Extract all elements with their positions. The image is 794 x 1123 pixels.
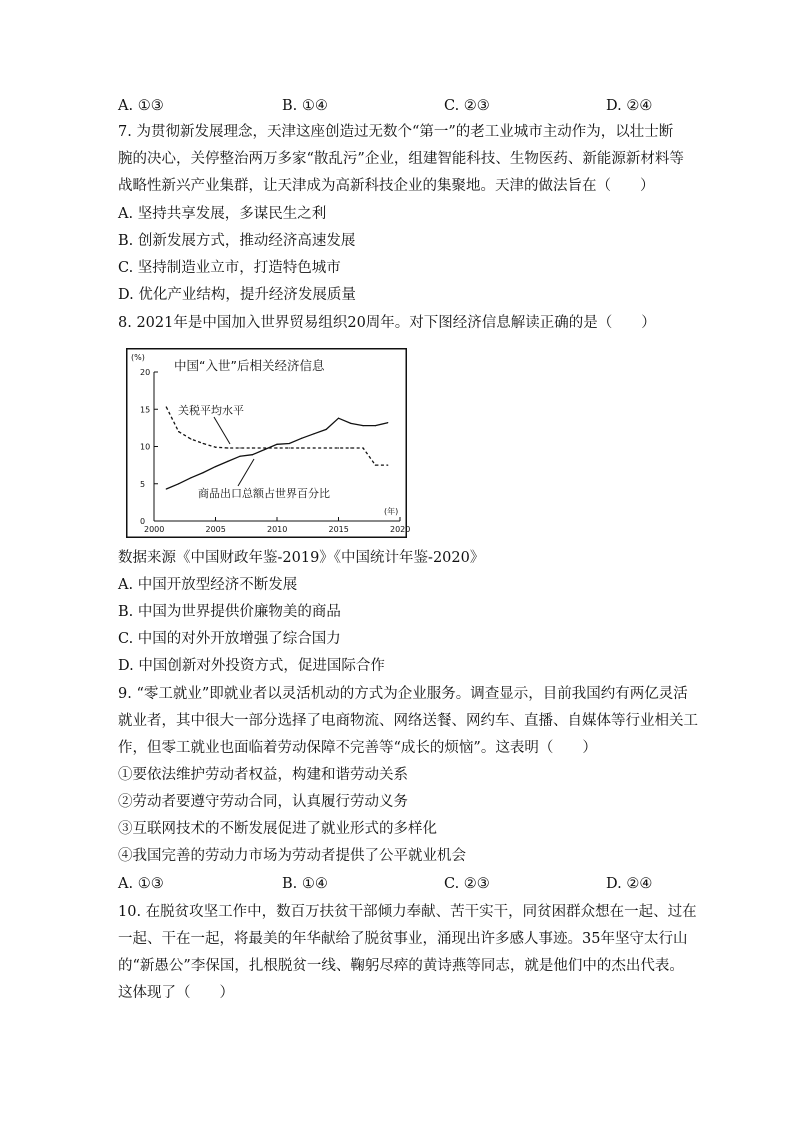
q8-option-c[interactable]: C. 中国的对外开放增强了综合国力	[118, 631, 341, 647]
tariff-point	[301, 447, 302, 448]
q8-stem: 8. 2021年是中国加入世界贸易组织20周年。对下图经济信息解读正确的是（ ）	[118, 315, 656, 331]
q9-stem-line: 作，但零工就业也面临着劳动保障不完善等“成长的烦恼”。这表明（ ）	[118, 740, 597, 756]
tariff-point	[375, 465, 376, 466]
tariff-point	[203, 443, 204, 444]
chart-title: 中国“入世”后相关经济信息	[174, 358, 325, 373]
q8-data-source: 数据来源《中国财政年鉴-2019》《中国统计年鉴-2020》	[118, 550, 485, 566]
export-point	[178, 483, 179, 484]
y-tick-label: 5	[140, 479, 146, 489]
x-tick-label: 2005	[205, 525, 226, 534]
q7-stem-line: 战略性新兴产业集群，让天津成为高新科技企业的集聚地。天津的做法旨在（ ）	[118, 178, 655, 194]
q9-statement-1: ①要依法维护劳动者权益，构建和谐劳动关系	[118, 767, 408, 783]
q6-option-a[interactable]: A. ①③	[118, 98, 164, 114]
y-tick-label: 15	[140, 405, 151, 415]
x-unit-label: (年)	[384, 507, 399, 516]
q10-stem-line: 10. 在脱贫攻坚工作中，数百万扶贫干部倾力奉献、苦干实干，同贫困群众想在一起、过在	[118, 904, 697, 920]
q10-stem-line: 的“新愚公”李保国，扎根脱贫一线、鞠躬尽瘁的黄诗燕等同志，就是他们中的杰出代表。	[118, 958, 684, 974]
export-point	[363, 425, 364, 426]
export-point	[313, 433, 314, 434]
q9-statement-2: ②劳动者要遵守劳动合同，认真履行劳动义务	[118, 794, 408, 810]
y-tick-label: 10	[140, 442, 151, 452]
export-point	[326, 429, 327, 430]
q9-stem-line: 9. “零工就业”即就业者以灵活机动的方式为企业服务。调查显示，目前我国约有两亿灵活	[118, 686, 688, 702]
q7-option-c[interactable]: C. 坚持制造业立市，打造特色城市	[118, 260, 341, 276]
y-tick-label: 20	[140, 368, 151, 377]
y-tick-label: 0	[140, 517, 146, 526]
tariff-point	[276, 447, 277, 448]
export-point	[215, 466, 216, 467]
q8-option-b[interactable]: B. 中国为世界提供价廉物美的商品	[118, 604, 341, 620]
export-point	[203, 472, 204, 473]
q9-option-c[interactable]: C. ②③	[444, 876, 490, 892]
export-point	[289, 443, 290, 444]
q7-stem-line: 7. 为贯彻新发展理念，天津这座创造过无数个“第一”的老工业城市主动作为，以壮士断	[118, 124, 674, 140]
x-tick-label: 2010	[267, 525, 288, 534]
chart-frame	[127, 349, 407, 538]
tariff-series-label: 关税平均水平	[178, 404, 244, 417]
export-point	[240, 456, 241, 457]
q10-stem-line: 这体现了（ ）	[118, 985, 234, 1001]
tariff-point	[326, 447, 327, 448]
tariff-point	[264, 447, 265, 448]
x-tick-label: 2015	[328, 525, 349, 534]
q9-option-b[interactable]: B. ①④	[282, 876, 328, 892]
export-point	[190, 477, 191, 478]
tariff-point	[338, 447, 339, 448]
tariff-point	[350, 447, 351, 448]
q10-stem-line: 一起、干在一起，将最美的年华献给了脱贫事业，涌现出许多感人事迹。35年坚守太行山	[118, 931, 688, 947]
export-point	[264, 449, 265, 450]
economic-info-chart	[126, 348, 411, 538]
q6-option-b[interactable]: B. ①④	[282, 98, 328, 114]
export-point	[166, 488, 167, 489]
q8-option-d[interactable]: D. 中国创新对外投资方式，促进国际合作	[118, 658, 385, 674]
tariff-point	[178, 431, 179, 432]
tariff-point	[227, 447, 228, 448]
q8-option-a[interactable]: A. 中国开放型经济不断发展	[118, 577, 298, 593]
x-tick-label: 2000	[144, 525, 165, 534]
tariff-point	[363, 447, 364, 448]
q6-option-d[interactable]: D. ②④	[606, 98, 653, 114]
export-point	[387, 422, 388, 423]
tariff-point	[240, 447, 241, 448]
export-point	[276, 444, 277, 445]
q6-option-c[interactable]: C. ②③	[444, 98, 490, 114]
tariff-point	[190, 438, 191, 439]
q9-stem-line: 就业者，其中很大一部分选择了电商物流、网络送餐、网约车、直播、自媒体等行业相关工	[118, 713, 698, 729]
x-tick-label: 2020	[390, 525, 411, 534]
q7-option-d[interactable]: D. 优化产业结构，提升经济发展质量	[118, 287, 356, 303]
tariff-point	[215, 447, 216, 448]
export-point	[375, 425, 376, 426]
export-point	[301, 438, 302, 439]
export-point	[338, 418, 339, 419]
export-series-label: 商品出口总额占世界百分比	[198, 487, 330, 500]
tariff-point	[387, 465, 388, 466]
q9-statement-3: ③互联网技术的不断发展促进了就业形式的多样化	[118, 821, 437, 837]
q7-option-b[interactable]: B. 创新发展方式，推动经济高速发展	[118, 233, 356, 249]
tariff-point	[289, 447, 290, 448]
tariff-point	[252, 447, 253, 448]
chart-svg	[126, 348, 411, 538]
q9-option-d[interactable]: D. ②④	[606, 876, 653, 892]
export-point	[227, 461, 228, 462]
export-point	[350, 423, 351, 424]
y-unit-label: (%)	[131, 353, 145, 362]
tariff-point	[313, 447, 314, 448]
q9-statement-4: ④我国完善的劳动力市场为劳动者提供了公平就业机会	[118, 848, 466, 864]
q7-option-a[interactable]: A. 坚持共享发展，多谋民生之利	[118, 206, 327, 222]
tariff-point	[166, 406, 167, 407]
q9-option-a[interactable]: A. ①③	[118, 876, 164, 892]
q7-stem-line: 腕的决心，关停整治两万多家“散乱污”企业，组建智能科技、生物医药、新能源新材料等	[118, 151, 684, 167]
export-point	[252, 454, 253, 455]
